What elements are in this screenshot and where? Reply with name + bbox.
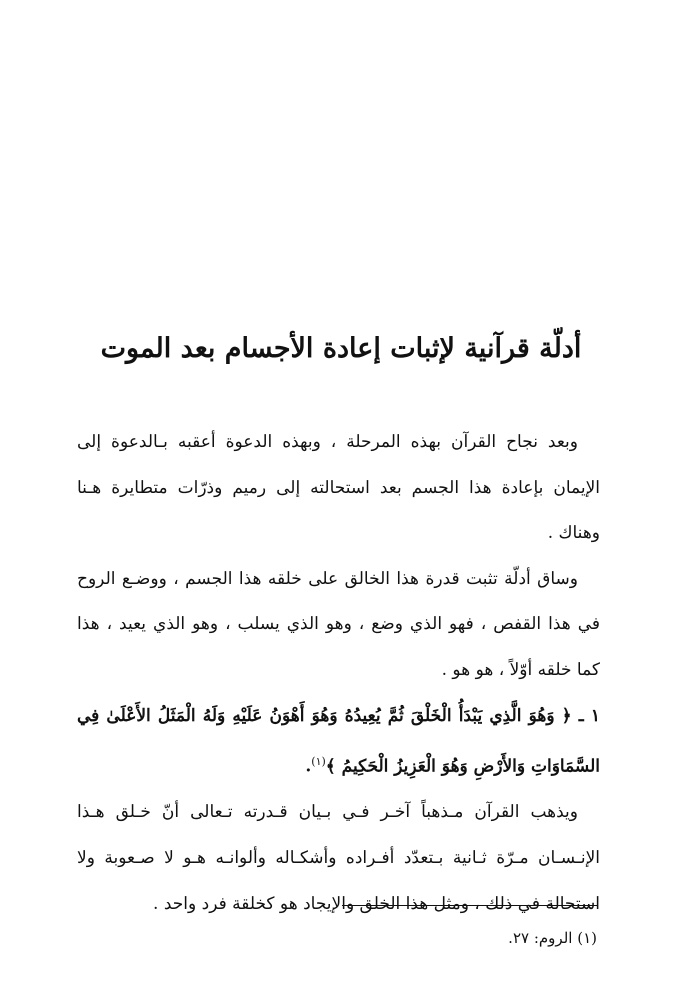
paragraph-2: وساق أدلّة تثبت قدرة هذا الخالق على خلقه هذا الجسم ، ووضـع الروح في هذا القفص ، فهو الذي وضع ، وهو الذي يسلب ، وهو الذي يعيد ، هذا كما خلقه أوّلاً ، هو هو .: [77, 568, 600, 680]
footnote-marker: (١): [311, 755, 326, 769]
verse-text: ١ ـ ﴿ وَهُوَ الَّذِي يَبْدَأُ الْخَلْقَ ثُمَّ يُعِيدُهُ وَهُوَ أَهْوَنُ عَلَيْهِ وَلَهُ الْمَثَلُ الأَعْلَىٰ فِي السَّمَاوَاتِ وَالأَرْضِ وَهُوَ الْعَزِيزُ الْحَكِيمُ ﴾: [77, 705, 600, 777]
quran-verse: ١ ـ ﴿ وَهُوَ الَّذِي يَبْدَأُ الْخَلْقَ ثُمَّ يُعِيدُهُ وَهُوَ أَهْوَنُ عَلَيْهِ وَلَهُ الْمَثَلُ الأَعْلَىٰ فِي السَّمَاوَاتِ وَالأَرْضِ وَهُوَ الْعَزِيزُ الْحَكِيمُ ﴾$^{(١)}$.: [77, 705, 600, 777]
paragraph-3: ويذهب القرآن مـذهباً آخـر فـي بـيان قـدرته تـعالى أنّ خـلق هـذا الإنـسـان مـرّة ثـانية بـتعدّد أفـراده وأشكـاله وألوانـه هـو لا صـعوبة ولا استحالة في ذلك ، ومثل هذا الخلق والإيجاد هو كخلقة فرد واحد .: [77, 802, 600, 914]
footnote: (١) الروم: ٢٧.: [508, 929, 597, 947]
footnote-divider: [342, 905, 597, 906]
page-title: أدلّة قرآنية لإثبات إعادة الأجسام بعد الموت: [100, 333, 582, 364]
body-text: [77, 420, 600, 927]
paragraph-1: وبعد نجاح القرآن بهذه المرحلة ، وبهذه الدعوة أعقبه بـالدعوة إلى الإيمان بإعادة هذا الجسم بعد استحالته إلى رميم وذرّات متطايرة هـنا وهناك .: [77, 432, 600, 544]
